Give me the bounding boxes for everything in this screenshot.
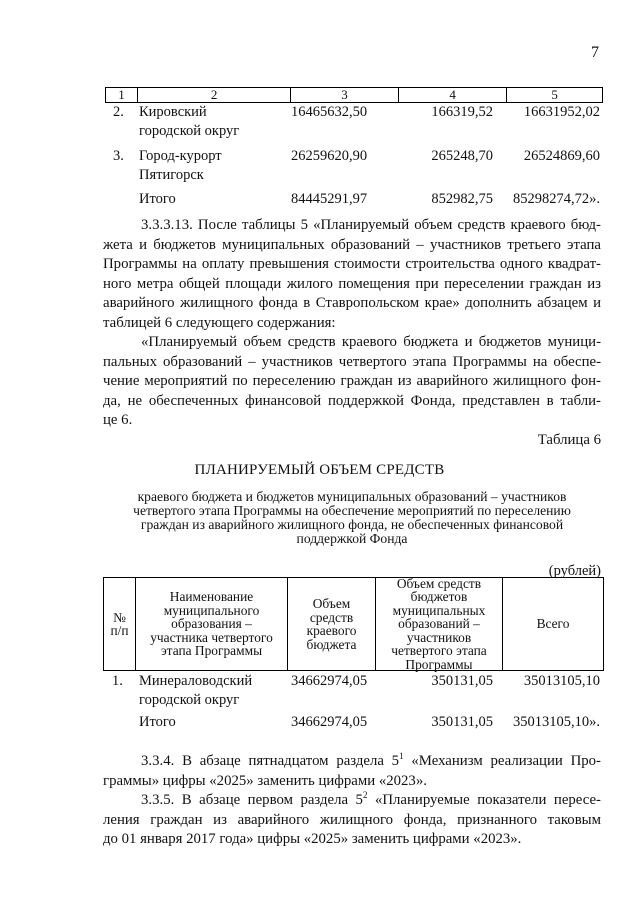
- subtitle-line: поддержкой Фонда: [296, 531, 408, 546]
- row-value: 166319,52: [431, 104, 493, 120]
- header-cell-name: [136, 578, 288, 670]
- header-text: Наименование: [169, 589, 254, 605]
- table6-subtitle: [103, 490, 601, 546]
- total-value: 34662974,05: [291, 714, 368, 730]
- text-line: ного метра общей площади жилого помещения при переселении граждан из: [103, 275, 601, 292]
- header-text: Всего: [536, 616, 570, 632]
- header-text: участника четвертого: [150, 629, 273, 645]
- row-value: 34662974,05: [291, 673, 368, 689]
- header-text: муниципального: [163, 602, 260, 618]
- superscript: 2: [362, 790, 368, 800]
- header-text: образования –: [171, 616, 252, 632]
- header-text: Объем средств: [396, 575, 482, 591]
- table5-header-cell: 4: [399, 88, 508, 102]
- table5-header: [105, 87, 603, 103]
- paragraph-3-3-5: [103, 786, 601, 850]
- header-cell-number: [104, 578, 136, 670]
- paragraph-3-3-3-13: [103, 216, 601, 334]
- header-text: средств: [309, 609, 354, 625]
- text-line: аварийного жилищного фонда в Ставропольском крае» дополнить абзацем и: [103, 295, 601, 312]
- paragraph-quote: [103, 333, 601, 431]
- text-line: 3.3.3.13. После таблицы 5 «Планируемый объем средств краевого бюд-: [141, 217, 601, 233]
- header-text: п/п: [110, 623, 129, 638]
- row-name: Минераловодский: [139, 673, 253, 689]
- row-value: 16631952,02: [523, 104, 600, 120]
- table6-title: ПЛАНИРУЕМЫЙ ОБЪЕМ СРЕДСТВ: [194, 462, 445, 478]
- row-value: 265248,70: [431, 148, 493, 164]
- text-line: да, не обеспеченных финансовой поддержкой Фонда, представлен в табли-: [103, 392, 601, 409]
- table6-header: [103, 577, 604, 671]
- text-line: це 6.: [103, 412, 133, 429]
- row-number: 3.: [113, 148, 124, 164]
- table5-header-cell: 5: [551, 87, 558, 102]
- header-text: образований –: [398, 616, 480, 632]
- header-text: краевого: [306, 623, 357, 638]
- subtitle-line: краевого бюджета и бюджетов муниципальных образований – участников: [137, 489, 567, 504]
- table5-header-cell: 1: [106, 88, 138, 102]
- row-value: 35013105,10: [523, 673, 600, 689]
- row-name: Город-курорт: [139, 148, 222, 164]
- table5-header-cell: 2: [138, 88, 291, 102]
- text-span: «Планируемые показатели пересе-: [367, 791, 601, 808]
- row-name: городской округ: [139, 123, 240, 139]
- text-span: 3.3.5. В абзаце первом раздела 5: [141, 791, 363, 808]
- text-line: [103, 747, 601, 772]
- row-value: 26259620,90: [291, 148, 368, 164]
- text-line: ления граждан из аварийного жилищного фонда, признанного таковым: [103, 811, 601, 828]
- total-label: Итого: [139, 191, 176, 207]
- row-value: 26524869,60: [523, 148, 600, 164]
- header-text: Объем: [312, 596, 351, 611]
- header-text: бюджета: [306, 636, 357, 652]
- header-cell-municipal: [376, 575, 503, 672]
- text-line: граммы» цифры «2025» заменить цифрами «2023».: [103, 772, 427, 789]
- header-text: бюджетов: [410, 589, 468, 605]
- row-name: Кировский: [139, 104, 207, 120]
- total-value: 85298274,72».: [513, 191, 600, 207]
- header-text: участников: [406, 629, 472, 645]
- text-line: [103, 786, 601, 811]
- total-value: 350131,05: [431, 714, 493, 730]
- row-value: 350131,05: [431, 673, 493, 689]
- total-value: 84445291,97: [291, 191, 368, 207]
- page-number: 7: [591, 44, 599, 61]
- table5-header-cell: 3: [291, 88, 399, 102]
- header-text: четвертого этапа: [391, 643, 487, 659]
- row-number: 1.: [112, 673, 123, 689]
- table6-unit: (рублей): [548, 563, 601, 579]
- header-text: муниципальных: [392, 602, 486, 618]
- text-line: таблицей 6 следующего содержания:: [103, 314, 336, 331]
- header-text: этапа Программы: [160, 643, 263, 659]
- subtitle-line: четвертого этапа Программы на обеспечение мероприятий по переселению: [133, 503, 571, 518]
- superscript: 1: [399, 751, 404, 761]
- header-text: №: [113, 609, 126, 625]
- row-number: 2.: [113, 104, 124, 120]
- row-name: Пятигорск: [139, 167, 204, 183]
- text-line: пальных образований – участников четвертого этапа Программы на обеспе-: [103, 353, 601, 370]
- text-line: до 01 января 2017 года» цифры «2025» заменить цифрами «2023».: [103, 831, 522, 848]
- header-text: Программы: [405, 656, 473, 672]
- paragraph-3-3-4: [103, 747, 601, 791]
- row-name: городской округ: [139, 692, 240, 708]
- text-line: «Планируемый объем средств краевого бюджета и бюджетов муници-: [141, 334, 601, 350]
- text-span: «Механизм реализации Про-: [403, 752, 601, 769]
- table6-label: Таблица 6: [537, 432, 601, 448]
- total-value: 852982,75: [431, 191, 493, 207]
- text-line: жета и бюджетов муниципальных образований – участников третьего этапа: [103, 236, 601, 253]
- header-cell-total: [503, 578, 603, 670]
- text-span: 3.3.4. В абзаце пятнадцатом раздела 5: [141, 752, 400, 769]
- total-label: Итого: [139, 714, 176, 730]
- row-value: 16465632,50: [291, 104, 368, 120]
- subtitle-line: граждан из аварийного жилищного фонда, не обеспеченных финансовой: [140, 517, 564, 532]
- text-line: Программы на оплату превышения стоимости строительства одного квадрат-: [103, 256, 601, 273]
- total-value: 35013105,10».: [513, 714, 600, 730]
- header-cell-regional: [288, 578, 376, 670]
- text-line: чение мероприятий по переселению граждан из аварийного жилищного фон-: [103, 373, 601, 390]
